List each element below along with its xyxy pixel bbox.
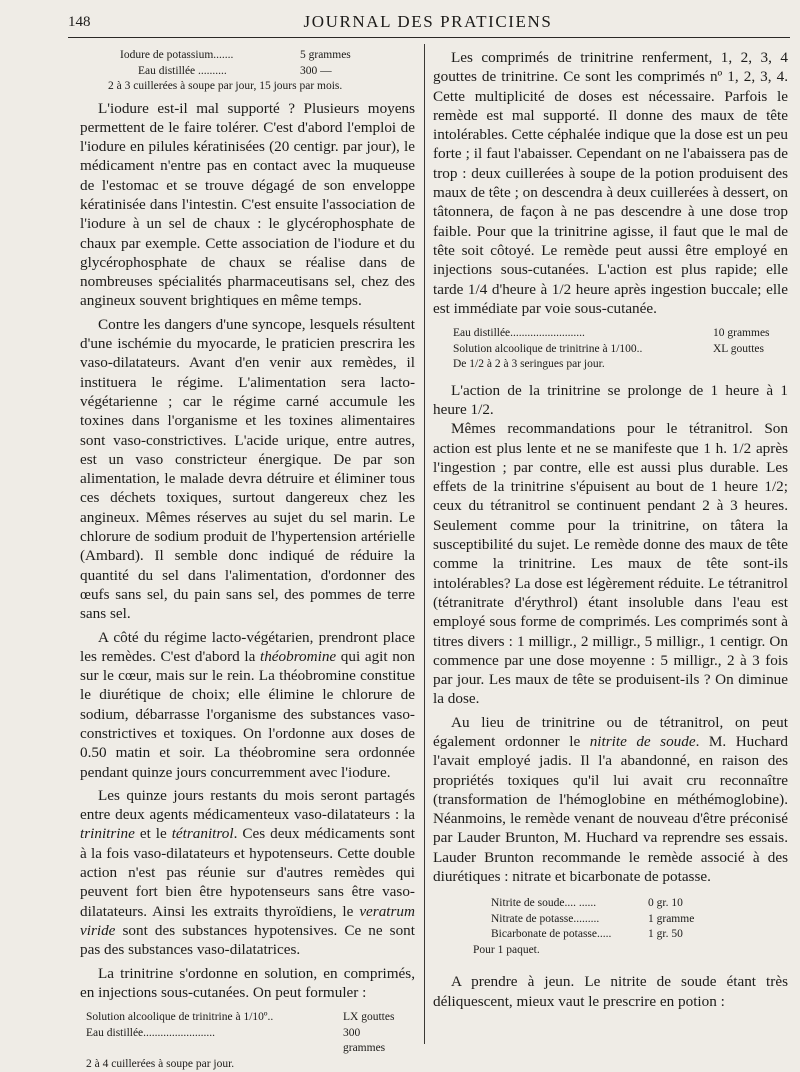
- right-column: [433, 48, 788, 1011]
- rx-note: De 1/2 à 2 à 3 seringues par jour.: [453, 358, 605, 371]
- journal-title: JOURNAL DES PRATICIENS: [303, 12, 553, 31]
- paragraph-theobromine: A côté du régime lacto-végétarien, prendront place les remèdes. C'est d'abord la théobromine qui agit non sur le cœur, mais sur le rein. La théobromine constitue le diurétique de choix; elle élimine le chlorure de sodium, débarrasse l'organisme des substances vaso-constrictives et toxiques. On l'ordonne aux doses de 0.50 matin et soir. La théobromine sera ordonnée pendant quinze jours concurremment avec l'iodure.: [80, 628, 416, 781]
- rx-row: Nitrate de potasse......... 1 gramme: [491, 912, 695, 925]
- rx-row: Eau distillée .......... 300 —: [138, 64, 332, 77]
- running-header: [68, 12, 788, 36]
- prescription-iodure: [108, 48, 395, 95]
- paragraph-a-jeun: A prendre à jeun. Le nitrite de soude étant très déliquescent, mieux vaut le prescrire en potion :: [433, 973, 788, 1010]
- paragraph-syncope-regime: Contre les dangers d'une syncope, lesquels résultent d'une ischémie du myocarde, le praticien prescrira les vaso-dilatateurs. Avant d'en venir aux remèdes, il instituera le régime. L'alimentation sera lacto-végétarienne ; car le régime carné accumule les toxines dans l'organisme et les toxines alimentaires sont vaso-constrictives. L'acide urique, entre autres, est un vaso constricteur énergique. De par son alimentation, le malade devra détruire et éliminer tous ces déchets toxiques, surtout dangereux chez les angineux. Mêmes réserves au sujet du sel marin. Le chlorure de sodium produit de l'hypertension artérielle (Ambard). Il semble donc indiqué de réduire la quantité du sel dans l'alimentation, d'ordonner des œufs sans sel, du pain sans sel, des pommes de terre sans sel.: [80, 315, 415, 623]
- prescription-nitrite: [473, 896, 728, 958]
- paragraph-tetranitrol: Mêmes recommandations pour le tétranitrol. Son action est plus lente et ne se manifeste que 1 h. 1/2 après l'ingestion ; par contre, elle est aussi plus durable. Les effets de la trinitrine s'épuisent au bout de 1 heure 1/2; ceux du tétranitrol se continuent pendant 2 à 3 heures. Seulement comme pour la trinitrine, on tâtera la susceptibilité du sujet. Le remède donne des maux de tête comme la trinitrine. Les maux de tête sont-ils intolérables? La dose est légèrement réduite. Le tétranitrol (tétranitrate d'érythrol) étant insoluble dans l'eau est employé sous forme de comprimés. Les comprimés sont à titres divers : 1 milligr., 2 milligr., 5 milligr., 1 centigr. On commence par une dose moyenne : 5 milligr., 2 à 3 fois par jour. Les maux de tête se produisent-ils ? On diminue la dose.: [433, 420, 788, 708]
- rx-row: Bicarbonate de potasse..... 1 gr. 50: [491, 928, 683, 941]
- rx-row: Solution alcoolique de trinitrine à 1/10º.. LX gouttes: [86, 1011, 395, 1024]
- paragraph-trinitrine-duration: L'action de la trinitrine se prolonge de 1 heure à 1 heure 1/2.: [433, 381, 788, 418]
- rx-row: Iodure de potassium....... 5 grammes: [120, 49, 351, 61]
- rx-note: 2 à 4 cuillerées à soupe par jour.: [86, 1057, 235, 1070]
- rx-row: Eau distillée......................... 300 grammes: [86, 1026, 386, 1055]
- paragraph-vasodilatateurs: Les quinze jours restants du mois seront partagés entre deux agents médicamenteux vaso-dilatateurs : la trinitrine et le tétranitrol. Ces deux médicaments sont à la fois vaso-dilatateurs et hypotenseurs. Cette double action n'est pas réunie sur d'autres remèdes qui peuvent fort bien être hypotenseurs sans être vaso-dilatateurs. Ainsi les extraits thyroïdiens, le veratrum viride sont des substances hypotensives. Ce ne sont pas des substances vaso-dilatatrices.: [80, 786, 415, 959]
- column-divider: [424, 44, 425, 1044]
- paragraph-comprimes: Les comprimés de trinitrine renferment, 1, 2, 3, 4 gouttes de trinitrine. Ce sont les comprimés nº 1, 2, 3, 4. Cette multiplicité de doses est nécessaire. Parfois le remède est mal supporté. Il donne des maux de tête intolérables. Cette céphalée indique que la dose est un peu forte ; il faut l'abaisser. Cependant on ne l'abaissera pas de trop : deux cuillerées à soupe de la potion produisent des maux de tête ; on descendra à deux cuillerées à dessert, on tâtonnera, de façon à ne pas descendre à une dose trop faible. Pour que la trinitrine agisse, il faut que le mal de tête soit côtoyé. Le remède peut aussi être employé en injections sous-cutanées. L'action est plus rapide; elle tarde 1/4 d'heure à 1/2 heure après ingestion buccale; elle est immédiate par voie sous-cutanée.: [433, 49, 788, 317]
- page-number: 148: [68, 14, 91, 30]
- rx-note: Pour 1 paquet.: [473, 943, 540, 956]
- rx-note: 2 à 3 cuillerées à soupe par jour, 15 jours par mois.: [108, 80, 343, 92]
- paragraph-iodure-tolerance: L'iodure est-il mal supporté ? Plusieurs moyens permettent de le faire tolérer. C'est d'abord l'emploi de l'iodure en pilules kératinisées (20 centigr. par jour), le médicament n'entre pas en contact avec la muqueuse de l'estomac et se trouve dégagé de son enveloppe kératinisée dans l'intestin. C'est ensuite l'association de l'iodure à un sel de chaux : le glycérophosphate de chaux par exemple. Cette association de l'iodure et du glycérophosphate de chaux se réalise dans de nombreuses spécialités pharmaceutisans sel, chez des angineux souvent brightiques en même temps.: [80, 99, 415, 310]
- header-rule: [68, 37, 790, 38]
- rx-row: Nitrite de soude.... ...... 0 gr. 10: [491, 897, 683, 910]
- rx-row: Eau distillée.......................... 10 grammes: [453, 327, 770, 340]
- prescription-trinitrine-solution: [86, 1010, 405, 1072]
- rx-row: Solution alcoolique de trinitrine à 1/100.. XL gouttes: [453, 342, 764, 355]
- paragraph-nitrite-soude: Au lieu de trinitrine ou de tétranitrol, on peut également ordonner le nitrite de soude. M. Huchard l'avait employé jadis. Il l'a abandonné, en raison des propriétés toxiques qu'il lui avait cru reconnaître (transformation de l'hémoglobine en méthémoglobine). Néanmoins, le remède venant de nouveau d'être préconisé par Lauder Brunton, M. Huchard va reprendre ses essais. Lauder Brunton recommande le remède associé à des diurétiques : nitrate et bicarbonate de potasse.: [433, 713, 789, 886]
- prescription-trinitrine-injection: [453, 326, 788, 373]
- paragraph-trinitrine-forms: La trinitrine s'ordonne en solution, en comprimés, en injections sous-cutanées. On peut formuler :: [80, 964, 415, 1001]
- left-column: [80, 48, 415, 1072]
